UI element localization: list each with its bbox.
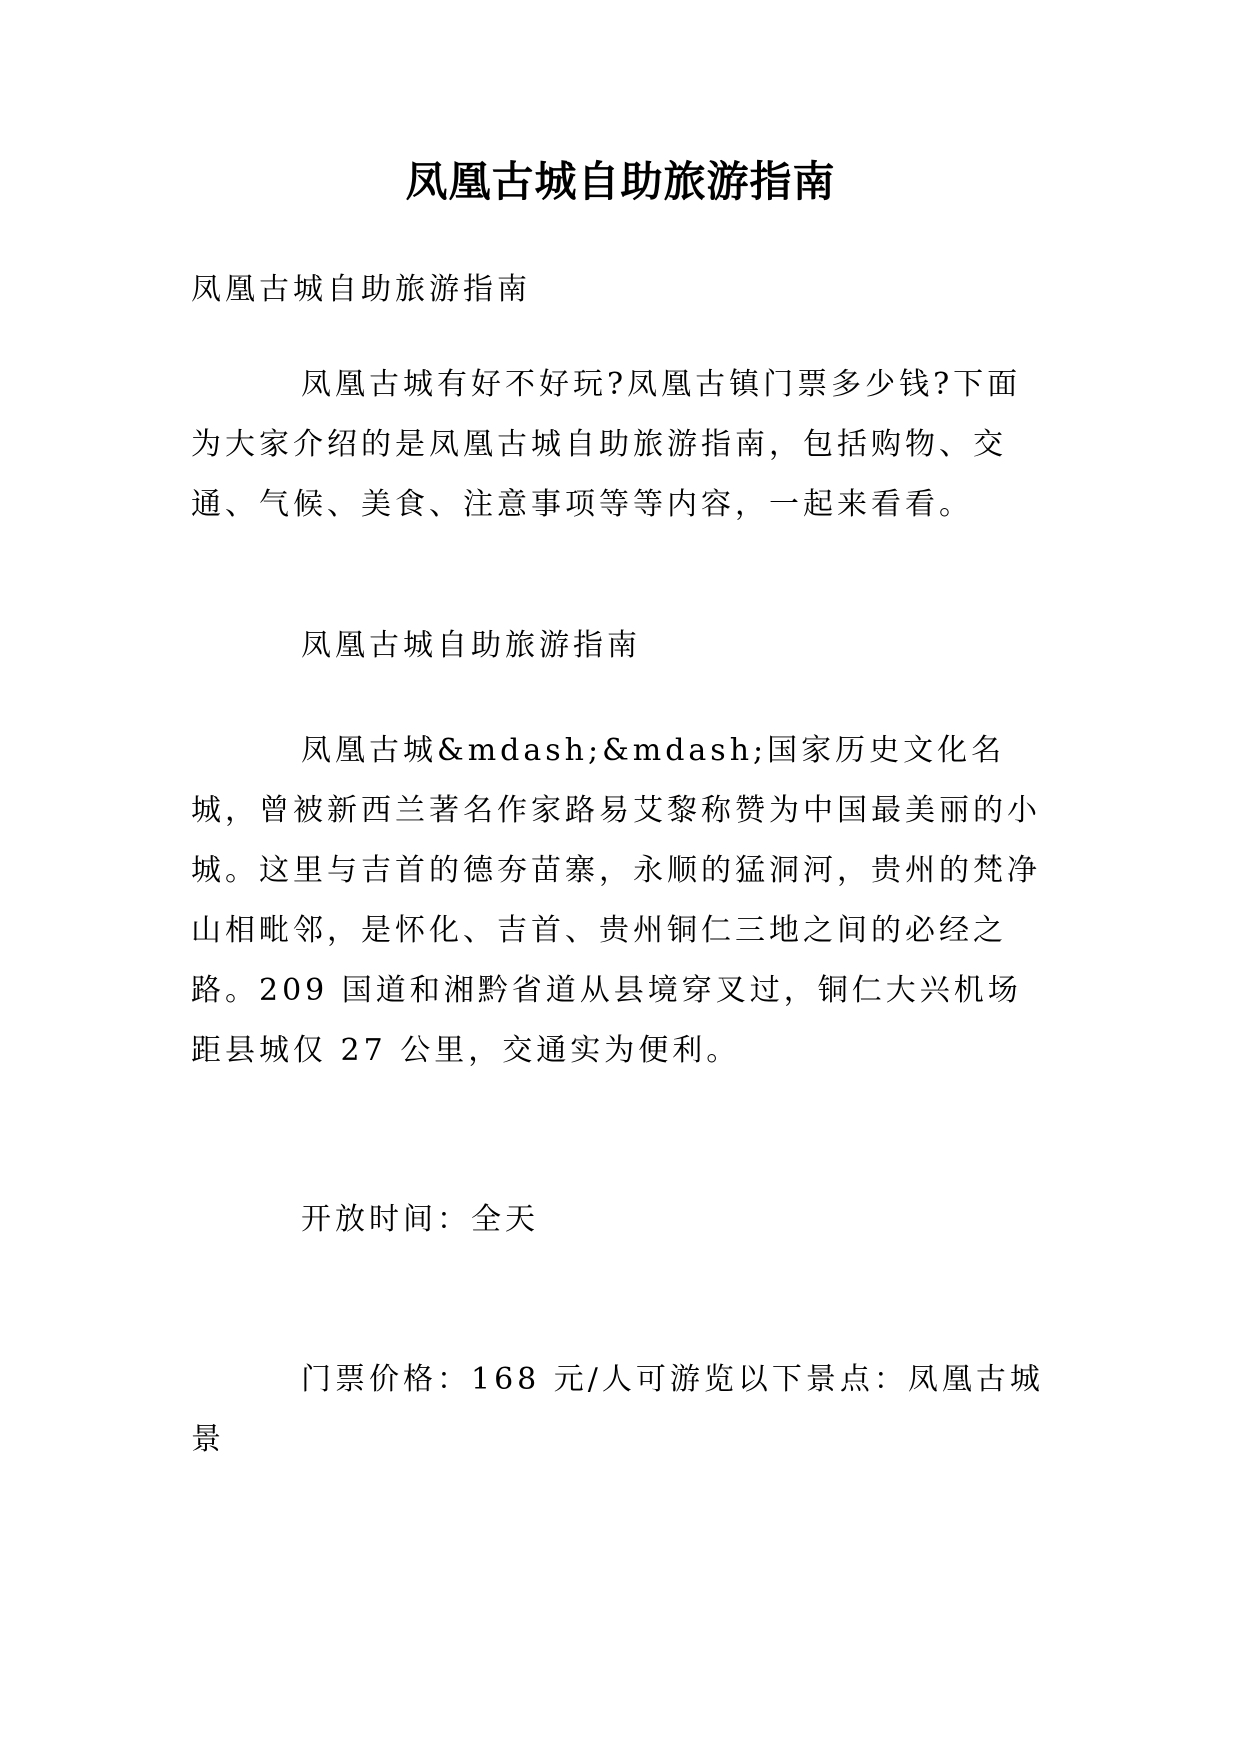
overview-paragraph: 凤凰古城&mdash;&mdash;国家历史文化名城，曾被新西兰著名作家路易艾黎称赞为中国最美丽的小城。这里与吉首的德夯苗寨，永顺的猛洞河，贵州的梵净山相毗邻，是怀化、吉首、贵州铜仁三地之间的必经之路。209 国道和湘黔省道从县境穿叉过，铜仁大兴机场距县城仅 27 公里，交通实为便利。 [191, 733, 1041, 1068]
document-subtitle: 凤凰古城自助旅游指南 [191, 272, 531, 307]
opening-hours-paragraph: 开放时间：全天 [301, 1202, 539, 1237]
section-heading: 凤凰古城自助旅游指南 [301, 628, 641, 663]
document-title: 凤凰古城自助旅游指南 [405, 157, 836, 206]
ticket-price-paragraph: 门票价格：168 元/人可游览以下景点：凤凰古城景 [191, 1362, 1044, 1457]
intro-paragraph: 凤凰古城有好不好玩?凤凰古镇门票多少钱?下面为大家介绍的是凤凰古城自助旅游指南，包括购物、交通、气候、美食、注意事项等等内容，一起来看看。 [191, 367, 1022, 522]
